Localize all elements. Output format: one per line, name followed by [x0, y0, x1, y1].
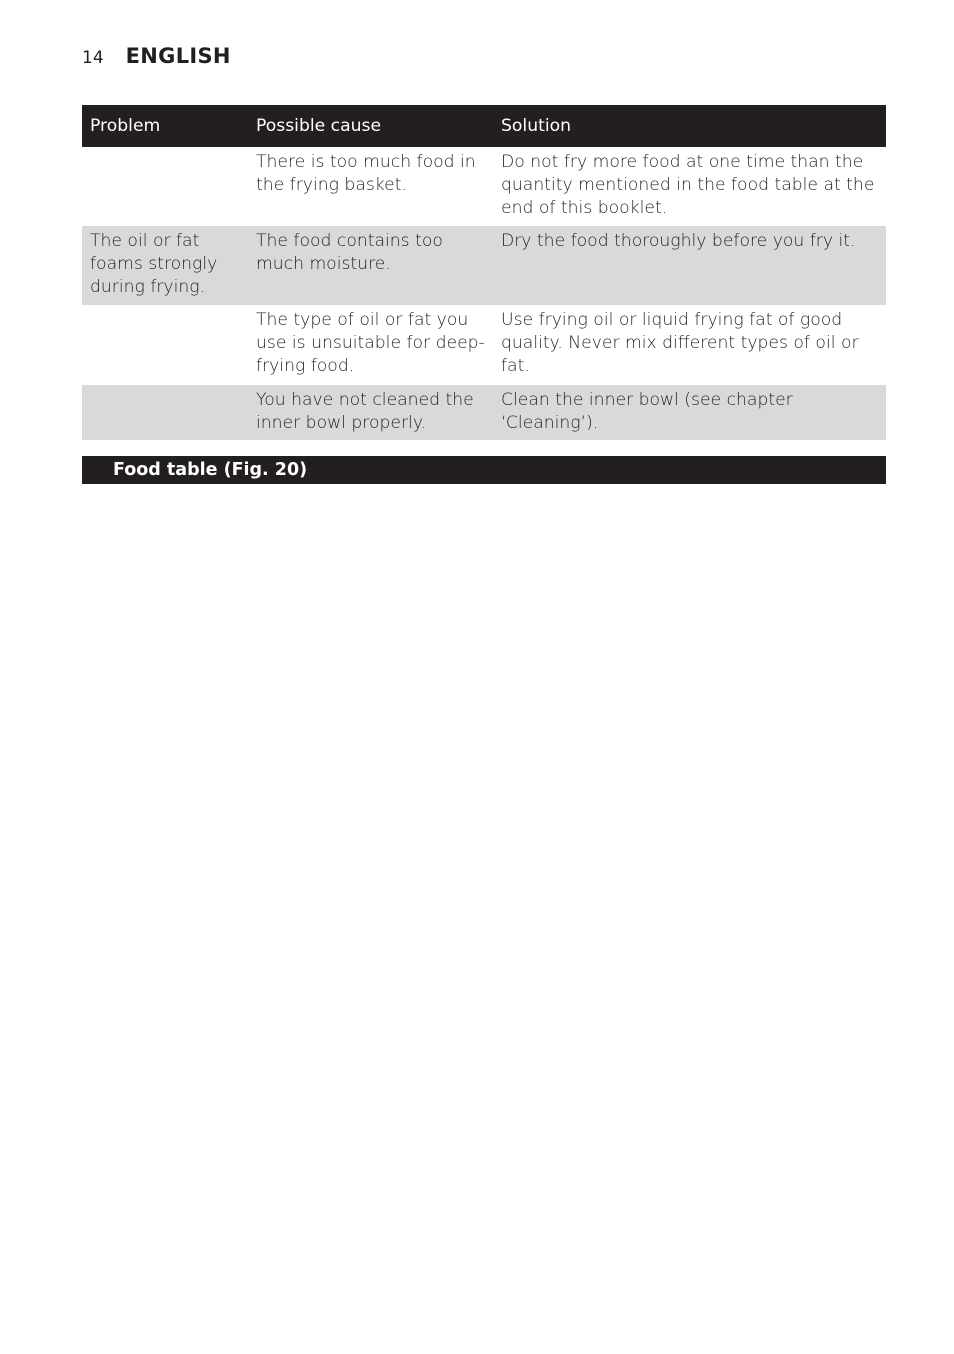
cause-cell: You have not cleaned the inner bowl properly. — [248, 385, 493, 440]
solution-cell: Use frying oil or liquid frying fat of good quality. Never mix different types of oil or fat. — [501, 310, 859, 376]
solution-cell: Do not fry more food at one time than the quantity mentioned in the food table at the end of this booklet. — [501, 152, 875, 218]
table-row — [82, 305, 886, 385]
problem-cell: The oil or fat foams strongly during frying. — [82, 226, 248, 305]
cause-cell: The type of oil or fat you use is unsuitable for deep-frying food. — [256, 310, 485, 376]
problem-cell — [82, 305, 248, 385]
cause-cell: The food contains too much moisture. — [248, 226, 493, 305]
table-row — [82, 226, 886, 305]
page-header — [82, 44, 231, 78]
table-header-row — [82, 105, 886, 147]
column-header-possible-cause: Possible cause — [248, 105, 493, 147]
problem-cell — [82, 147, 248, 226]
problem-cell — [82, 385, 248, 440]
column-header-solution: Solution — [493, 105, 886, 147]
column-header-problem: Problem — [82, 105, 248, 147]
table-row — [82, 385, 886, 440]
food-table-section-bar — [82, 456, 886, 484]
page-number: 14 — [82, 48, 104, 68]
section-title: Food table (Fig. 20) — [113, 460, 308, 480]
language-heading: ENGLISH — [125, 44, 231, 68]
cause-cell: There is too much food in the frying basket. — [256, 152, 476, 195]
troubleshooting-table — [82, 105, 886, 440]
solution-cell: Dry the food thoroughly before you fry it. — [493, 226, 886, 305]
table-row — [82, 147, 886, 226]
solution-cell: Clean the inner bowl (see chapter ‘Cleaning’). — [493, 385, 886, 440]
